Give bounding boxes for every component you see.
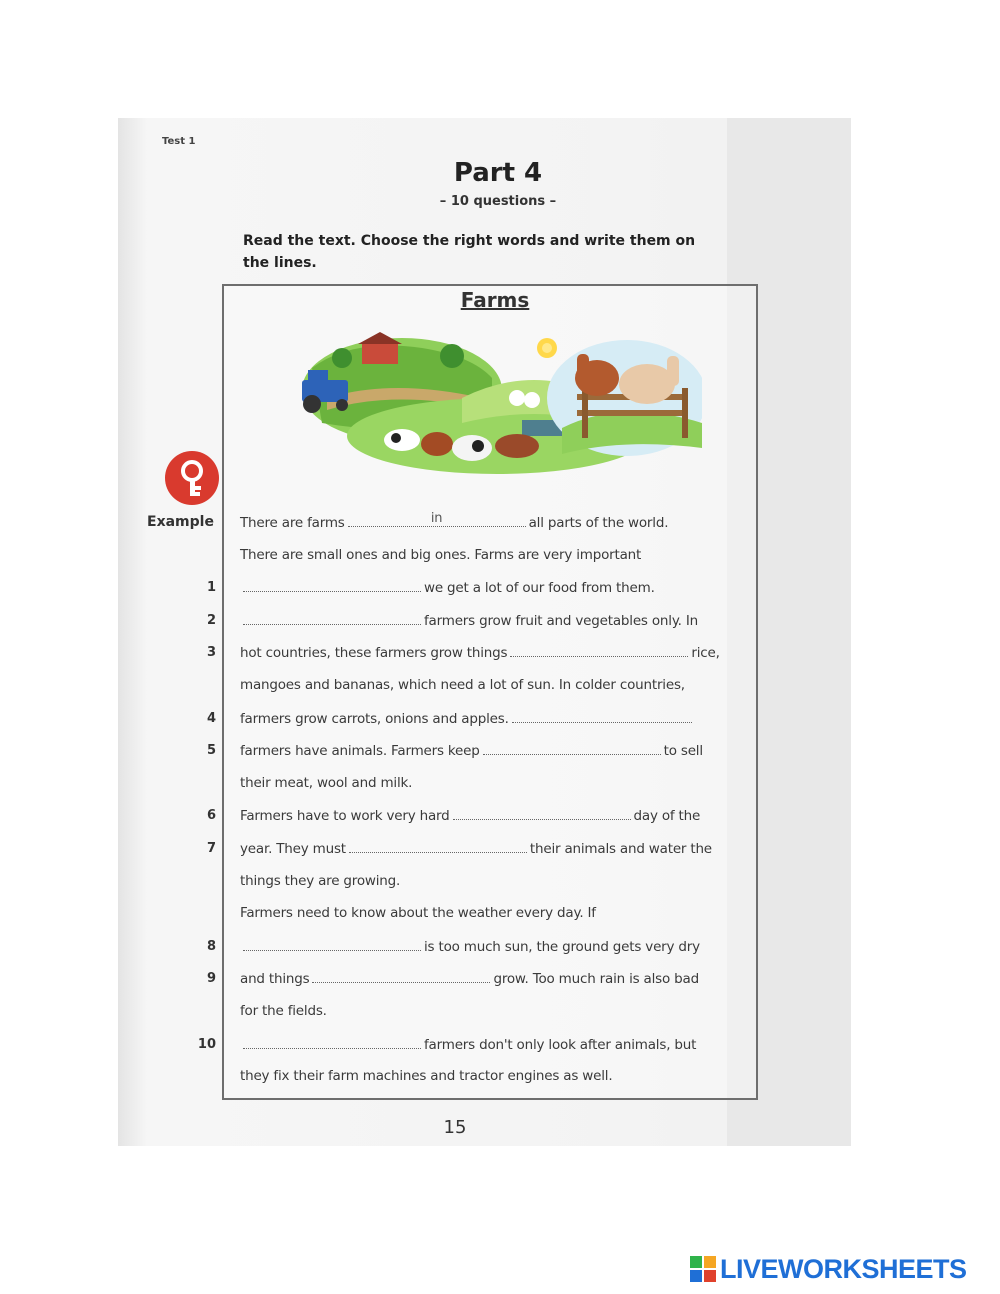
line-text-after: farmers don't only look after animals, but [424, 1037, 697, 1053]
line-text-after: to sell [663, 743, 703, 759]
line-text-before: There are farms [240, 515, 345, 531]
worksheet-title: Farms [460, 288, 530, 312]
text-line [240, 677, 685, 693]
key-icon [164, 450, 220, 506]
question-number: 9 [206, 971, 216, 986]
answer-blank[interactable] [453, 807, 631, 820]
question-number: 3 [206, 645, 216, 660]
answer-blank[interactable] [483, 742, 661, 755]
text-line [240, 905, 596, 921]
line-text-before: farmers grow carrots, onions and apples. [240, 711, 509, 727]
line-text-before: hot countries, these farmers grow things [240, 645, 508, 661]
text-line [240, 644, 720, 661]
text-line [240, 1068, 612, 1084]
line-text-before: Farmers have to work very hard [240, 808, 450, 824]
question-number: 4 [206, 711, 216, 726]
line-text: Farmers need to know about the weather every day. If [240, 905, 596, 921]
question-number: 2 [206, 613, 216, 628]
liveworksheets-logo-icon [690, 1256, 716, 1282]
line-text: their meat, wool and milk. [240, 775, 413, 791]
answer-blank[interactable] [312, 970, 490, 983]
line-text: they fix their farm machines and tractor engines as well. [240, 1068, 613, 1084]
example-label: Example [147, 514, 214, 530]
brand-name: LIVEWORKSHEETS [720, 1253, 967, 1284]
text-line [240, 710, 695, 727]
text-line [240, 1036, 696, 1053]
question-number: 1 [206, 580, 216, 595]
text-line [240, 1003, 327, 1019]
question-number: 7 [206, 841, 216, 856]
line-text-after: their animals and water the [529, 841, 712, 857]
question-number: 8 [206, 939, 216, 954]
text-line [240, 775, 412, 791]
example-answer-blank[interactable] [348, 511, 526, 527]
text-line [240, 511, 669, 531]
answer-blank[interactable] [512, 710, 692, 723]
example-answer: in [430, 511, 443, 526]
line-text-before: farmers have animals. Farmers keep [240, 743, 480, 759]
answer-blank[interactable] [349, 840, 527, 853]
text-line [240, 742, 703, 759]
question-number: 5 [206, 743, 216, 758]
page-number: 15 [443, 1117, 467, 1138]
answer-blank[interactable] [243, 579, 421, 592]
farm-illustration [292, 328, 702, 474]
text-line [240, 807, 700, 824]
line-text: There are small ones and big ones. Farms are very important [240, 547, 642, 563]
answer-blank[interactable] [243, 938, 421, 951]
instructions: Read the text. Choose the right words and write them on the lines. [243, 233, 696, 271]
answer-blank[interactable] [243, 612, 421, 625]
line-text-after: is too much sun, the ground gets very dry [424, 939, 700, 955]
line-text-after: all parts of the world. [528, 515, 669, 531]
answer-blank[interactable] [243, 1036, 421, 1049]
line-text-after: rice, [691, 645, 720, 661]
line-text-after: grow. Too much rain is also bad [493, 971, 699, 987]
question-number: 6 [206, 808, 216, 823]
text-line [240, 938, 700, 955]
part-subtitle: – 10 questions – [439, 194, 557, 209]
line-text-before: year. They must [240, 841, 346, 857]
text-line [240, 612, 698, 629]
text-line [240, 970, 699, 987]
line-text: things they are growing. [240, 873, 401, 889]
text-line [240, 873, 400, 889]
line-text-after: farmers grow fruit and vegetables only. In [424, 613, 699, 629]
line-text-before: and things [240, 971, 310, 987]
answer-blank[interactable] [510, 644, 688, 657]
brand [690, 1252, 967, 1286]
question-number: 10 [197, 1037, 216, 1052]
line-text: mangoes and bananas, which need a lot of sun. In colder countries, [240, 677, 685, 693]
test-label: Test 1 [162, 136, 196, 147]
line-text-after: day of the [633, 808, 701, 824]
text-line [240, 579, 655, 596]
part-title: Part 4 [453, 158, 543, 188]
text-line [240, 840, 712, 857]
line-text-after: we get a lot of our food from them. [424, 580, 655, 596]
line-text: for the fields. [240, 1003, 327, 1019]
text-line [240, 547, 641, 563]
